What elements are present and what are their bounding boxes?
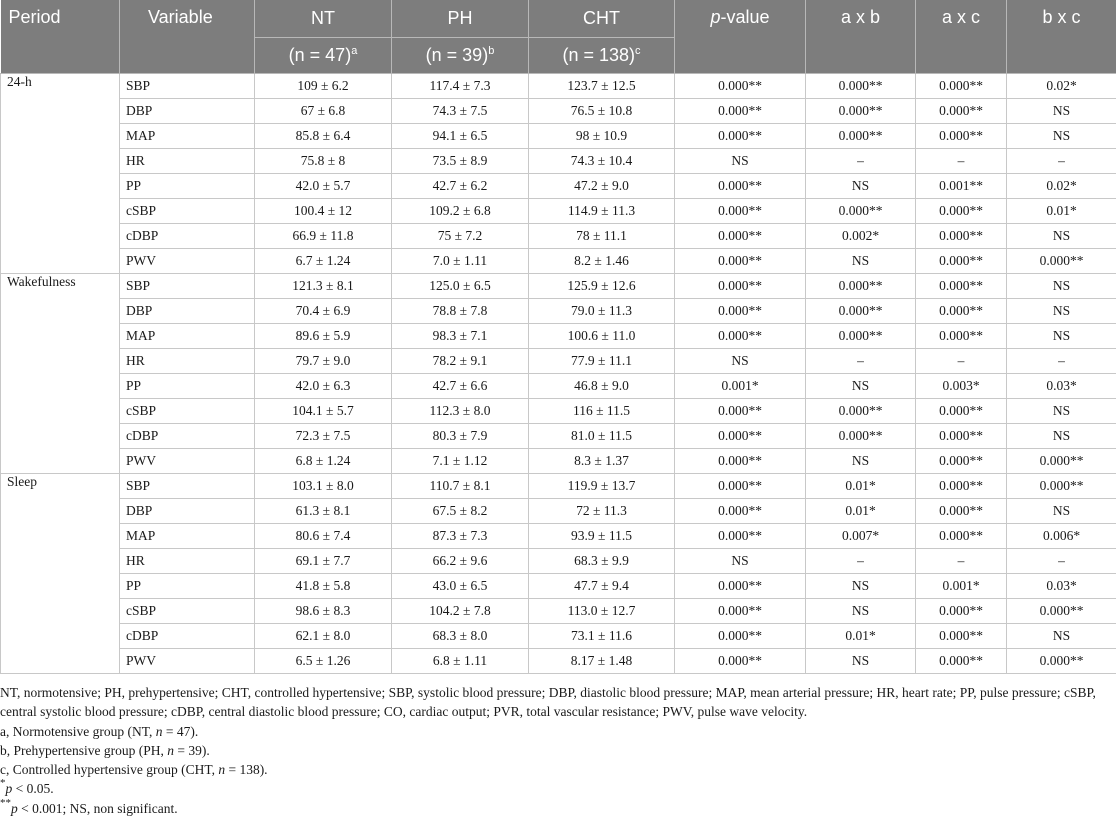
variable-cell: PP (120, 174, 255, 199)
value-cell: 42.0 ± 5.7 (255, 174, 392, 199)
value-cell: 7.1 ± 1.12 (392, 449, 529, 474)
footnote-a (0, 722, 1110, 741)
footnote-a-suffix: = 47). (162, 723, 199, 739)
value-cell: 0.000** (1007, 599, 1116, 624)
value-cell: 123.7 ± 12.5 (529, 74, 675, 99)
variable-cell: SBP (120, 274, 255, 299)
value-cell: 112.3 ± 8.0 (392, 399, 529, 424)
variable-cell: DBP (120, 499, 255, 524)
table-row (1, 299, 1116, 324)
footnote-b-prefix: b, Prehypertensive group (PH, (0, 742, 168, 758)
value-cell: NS (806, 449, 916, 474)
value-cell: 0.000** (916, 199, 1007, 224)
col-header-variable: Variable (120, 0, 255, 74)
footnote-significance-1 (0, 779, 1110, 798)
value-cell: 0.01* (1007, 199, 1116, 224)
value-cell: – (806, 149, 916, 174)
footnote-b (0, 741, 1110, 760)
value-cell: NS (1007, 274, 1116, 299)
value-cell: NS (806, 374, 916, 399)
value-cell: 69.1 ± 7.7 (255, 549, 392, 574)
value-cell: NS (675, 349, 806, 374)
value-cell: 0.000** (916, 424, 1007, 449)
col-header-ph: PH (392, 0, 529, 38)
value-cell: 0.001* (675, 374, 806, 399)
value-cell: 0.000** (916, 299, 1007, 324)
footnote-significance-2 (0, 796, 1110, 818)
variable-cell: PP (120, 574, 255, 599)
footnote-c-n: n (218, 762, 226, 778)
table-row (1, 449, 1116, 474)
value-cell: 117.4 ± 7.3 (392, 74, 529, 99)
value-cell: 0.000** (916, 524, 1007, 549)
value-cell: 0.000** (1007, 474, 1116, 499)
footnote-c-prefix: c, Controlled hypertensive group (CHT, (0, 762, 219, 778)
value-cell: 41.8 ± 5.8 (255, 574, 392, 599)
value-cell: 98.3 ± 7.1 (392, 324, 529, 349)
value-cell: NS (806, 599, 916, 624)
table-row (1, 474, 1116, 499)
value-cell: 0.000** (806, 274, 916, 299)
footnote-a-n: n (155, 723, 163, 739)
value-cell: 0.000** (675, 74, 806, 99)
value-cell: NS (675, 149, 806, 174)
value-cell: 0.000** (916, 399, 1007, 424)
value-cell: 0.000** (675, 474, 806, 499)
value-cell: NS (1007, 424, 1116, 449)
value-cell: 125.9 ± 12.6 (529, 274, 675, 299)
value-cell: 81.0 ± 11.5 (529, 424, 675, 449)
col-subheader-nt (255, 38, 392, 74)
value-cell: 0.000** (675, 449, 806, 474)
value-cell: 0.000** (916, 499, 1007, 524)
value-cell: 109 ± 6.2 (255, 74, 392, 99)
value-cell: 68.3 ± 8.0 (392, 624, 529, 649)
value-cell: 42.7 ± 6.6 (392, 374, 529, 399)
value-cell: 68.3 ± 9.9 (529, 549, 675, 574)
value-cell: 0.000** (675, 174, 806, 199)
table-row (1, 149, 1116, 174)
value-cell: 7.0 ± 1.11 (392, 249, 529, 274)
p-italic: p (710, 7, 721, 27)
period-cell: Sleep (1, 474, 120, 674)
table-body (1, 74, 1116, 674)
value-cell: 78 ± 11.1 (529, 224, 675, 249)
value-cell: 85.8 ± 6.4 (255, 124, 392, 149)
value-cell: NS (1007, 624, 1116, 649)
table-row (1, 524, 1116, 549)
value-cell: 66.9 ± 11.8 (255, 224, 392, 249)
table-row (1, 499, 1116, 524)
value-cell: 42.7 ± 6.2 (392, 174, 529, 199)
col-header-b-x-c: b x c (1007, 0, 1116, 74)
table-row (1, 199, 1116, 224)
value-cell: 0.000** (675, 624, 806, 649)
col-header-period: Period (1, 0, 120, 74)
value-cell: NS (1007, 124, 1116, 149)
value-cell: 79.7 ± 9.0 (255, 349, 392, 374)
footnotes (0, 683, 1110, 818)
footnote-sig1-mark: * (0, 777, 6, 790)
table-row (1, 424, 1116, 449)
value-cell: 103.1 ± 8.0 (255, 474, 392, 499)
col-header-p-value (675, 0, 806, 74)
col-subheader-cht (529, 38, 675, 74)
value-cell: 0.000** (916, 274, 1007, 299)
value-cell: 46.8 ± 9.0 (529, 374, 675, 399)
value-cell: 0.03* (1007, 374, 1116, 399)
value-cell: NS (806, 649, 916, 674)
value-cell: 0.007* (806, 524, 916, 549)
value-cell: 78.2 ± 9.1 (392, 349, 529, 374)
value-cell: 104.1 ± 5.7 (255, 399, 392, 424)
value-cell: 0.000** (675, 124, 806, 149)
value-cell: – (806, 349, 916, 374)
variable-cell: cDBP (120, 624, 255, 649)
variable-cell: SBP (120, 74, 255, 99)
footnote-sig2-p: p (11, 800, 18, 816)
value-cell: 0.000** (675, 274, 806, 299)
value-cell: 80.6 ± 7.4 (255, 524, 392, 549)
variable-cell: PP (120, 374, 255, 399)
variable-cell: MAP (120, 324, 255, 349)
table-row (1, 249, 1116, 274)
value-cell: 6.8 ± 1.11 (392, 649, 529, 674)
value-cell: 67.5 ± 8.2 (392, 499, 529, 524)
value-cell: 0.01* (806, 624, 916, 649)
value-cell: 0.000** (806, 124, 916, 149)
value-cell: 0.000** (916, 449, 1007, 474)
value-cell: NS (1007, 499, 1116, 524)
value-cell: 0.000** (916, 74, 1007, 99)
value-cell: NS (1007, 99, 1116, 124)
value-cell: 0.000** (916, 124, 1007, 149)
variable-cell: HR (120, 149, 255, 174)
value-cell: 0.000** (806, 99, 916, 124)
value-cell: 0.002* (806, 224, 916, 249)
value-cell: 98 ± 10.9 (529, 124, 675, 149)
value-cell: 73.1 ± 11.6 (529, 624, 675, 649)
value-cell: 74.3 ± 10.4 (529, 149, 675, 174)
value-cell: 47.7 ± 9.4 (529, 574, 675, 599)
value-cell: 114.9 ± 11.3 (529, 199, 675, 224)
footnote-sig2-mark: ** (0, 796, 11, 809)
table-row (1, 374, 1116, 399)
value-cell: – (916, 349, 1007, 374)
value-cell: 0.000** (806, 399, 916, 424)
value-cell: 0.000** (675, 299, 806, 324)
value-cell: 0.000** (916, 649, 1007, 674)
value-cell: – (916, 149, 1007, 174)
value-cell: 67 ± 6.8 (255, 99, 392, 124)
value-cell: 0.000** (675, 574, 806, 599)
value-cell: 8.3 ± 1.37 (529, 449, 675, 474)
footnote-c (0, 760, 1110, 779)
footnote-abbreviations: NT, normotensive; PH, prehypertensive; CHT, controlled hypertensive; SBP, systolic blood pressure; DBP, diastolic blood pressure; MAP, mean arterial pressure; HR, heart rate; PP, pulse pressure; cSBP, central systolic blood pressure; cDBP, central diastolic blood pressure; CO, cardiac output; PVR, total vascular resistance; PWV, pulse wave velocity. (0, 685, 1096, 720)
value-cell: 113.0 ± 12.7 (529, 599, 675, 624)
footnote-sig2-text: < 0.001; NS, non significant. (17, 800, 178, 816)
value-cell: 6.8 ± 1.24 (255, 449, 392, 474)
nt-count: (n = 47) (288, 45, 352, 65)
value-cell: 0.02* (1007, 174, 1116, 199)
value-cell: 0.000** (675, 424, 806, 449)
value-cell: 0.01* (806, 474, 916, 499)
value-cell: 0.000** (675, 249, 806, 274)
value-cell: 73.5 ± 8.9 (392, 149, 529, 174)
value-cell: 6.5 ± 1.26 (255, 649, 392, 674)
value-cell: 116 ± 11.5 (529, 399, 675, 424)
footnote-sig1-text: < 0.05. (12, 781, 54, 797)
value-cell: 62.1 ± 8.0 (255, 624, 392, 649)
value-cell: 0.000** (916, 324, 1007, 349)
table-row (1, 624, 1116, 649)
table-row (1, 99, 1116, 124)
value-cell: 0.000** (806, 324, 916, 349)
value-cell: 0.000** (916, 224, 1007, 249)
cht-count: (n = 138) (562, 45, 636, 65)
value-cell: 75 ± 7.2 (392, 224, 529, 249)
value-cell: 0.02* (1007, 74, 1116, 99)
variable-cell: MAP (120, 124, 255, 149)
value-cell: 77.9 ± 11.1 (529, 349, 675, 374)
value-cell: 100.4 ± 12 (255, 199, 392, 224)
value-cell: 125.0 ± 6.5 (392, 274, 529, 299)
value-cell: NS (1007, 299, 1116, 324)
value-cell: 104.2 ± 7.8 (392, 599, 529, 624)
variable-cell: SBP (120, 474, 255, 499)
variable-cell: DBP (120, 99, 255, 124)
value-cell: 0.006* (1007, 524, 1116, 549)
nt-superscript: a (351, 45, 358, 57)
p-value-suffix: -value (720, 7, 770, 27)
value-cell: 0.000** (675, 499, 806, 524)
value-cell: 70.4 ± 6.9 (255, 299, 392, 324)
col-subheader-ph (392, 38, 529, 74)
value-cell: 0.000** (806, 299, 916, 324)
value-cell: NS (806, 174, 916, 199)
value-cell: 0.03* (1007, 574, 1116, 599)
col-header-a-x-c: a x c (916, 0, 1007, 74)
value-cell: 0.000** (916, 624, 1007, 649)
value-cell: 0.000** (1007, 249, 1116, 274)
period-cell: 24-h (1, 74, 120, 274)
table-row (1, 74, 1116, 99)
value-cell: 8.17 ± 1.48 (529, 649, 675, 674)
value-cell: – (1007, 549, 1116, 574)
variable-cell: MAP (120, 524, 255, 549)
value-cell: 110.7 ± 8.1 (392, 474, 529, 499)
header-row (1, 0, 1116, 38)
variable-cell: PWV (120, 649, 255, 674)
value-cell: NS (1007, 399, 1116, 424)
value-cell: NS (806, 574, 916, 599)
period-cell: Wakefulness (1, 274, 120, 474)
table-row (1, 349, 1116, 374)
value-cell: 100.6 ± 11.0 (529, 324, 675, 349)
value-cell: 119.9 ± 13.7 (529, 474, 675, 499)
variable-cell: cSBP (120, 199, 255, 224)
value-cell: 0.000** (675, 649, 806, 674)
value-cell: 121.3 ± 8.1 (255, 274, 392, 299)
value-cell: 0.000** (916, 599, 1007, 624)
value-cell: 0.000** (675, 224, 806, 249)
value-cell: 74.3 ± 7.5 (392, 99, 529, 124)
value-cell: 0.000** (806, 424, 916, 449)
variable-cell: cDBP (120, 224, 255, 249)
table-row (1, 174, 1116, 199)
value-cell: 42.0 ± 6.3 (255, 374, 392, 399)
value-cell: 0.003* (916, 374, 1007, 399)
value-cell: – (1007, 349, 1116, 374)
value-cell: 8.2 ± 1.46 (529, 249, 675, 274)
cht-superscript: c (635, 45, 641, 57)
value-cell: 76.5 ± 10.8 (529, 99, 675, 124)
table-row (1, 274, 1116, 299)
value-cell: 43.0 ± 6.5 (392, 574, 529, 599)
value-cell: 87.3 ± 7.3 (392, 524, 529, 549)
value-cell: 89.6 ± 5.9 (255, 324, 392, 349)
variable-cell: HR (120, 549, 255, 574)
value-cell: NS (1007, 224, 1116, 249)
footnote-b-n: n (167, 742, 174, 758)
value-cell: 80.3 ± 7.9 (392, 424, 529, 449)
footnote-b-suffix: = 39). (173, 742, 210, 758)
table-row (1, 649, 1116, 674)
value-cell: 98.6 ± 8.3 (255, 599, 392, 624)
value-cell: 61.3 ± 8.1 (255, 499, 392, 524)
value-cell: 0.000** (806, 199, 916, 224)
table-row (1, 399, 1116, 424)
table-row (1, 124, 1116, 149)
variable-cell: PWV (120, 449, 255, 474)
value-cell: 0.000** (675, 524, 806, 549)
value-cell: – (916, 549, 1007, 574)
table-row (1, 549, 1116, 574)
value-cell: 0.000** (675, 599, 806, 624)
value-cell: 0.001** (916, 174, 1007, 199)
table-row (1, 224, 1116, 249)
ph-superscript: b (488, 45, 495, 57)
value-cell: 0.01* (806, 499, 916, 524)
value-cell: 6.7 ± 1.24 (255, 249, 392, 274)
value-cell: 0.000** (675, 324, 806, 349)
value-cell: 0.000** (675, 99, 806, 124)
footnote-a-prefix: a, Normotensive group (NT, (0, 723, 156, 739)
value-cell: 0.000** (675, 399, 806, 424)
value-cell: 109.2 ± 6.8 (392, 199, 529, 224)
col-header-nt: NT (255, 0, 392, 38)
value-cell: 79.0 ± 11.3 (529, 299, 675, 324)
table-row (1, 574, 1116, 599)
value-cell: 0.000** (675, 199, 806, 224)
value-cell: 94.1 ± 6.5 (392, 124, 529, 149)
value-cell: – (806, 549, 916, 574)
value-cell: 72.3 ± 7.5 (255, 424, 392, 449)
value-cell: – (1007, 149, 1116, 174)
footnote-sig1-p: p (5, 781, 13, 797)
footnote-c-suffix: = 138). (225, 762, 268, 778)
variable-cell: DBP (120, 299, 255, 324)
variable-cell: cSBP (120, 599, 255, 624)
value-cell: 66.2 ± 9.6 (392, 549, 529, 574)
value-cell: 72 ± 11.3 (529, 499, 675, 524)
value-cell: 47.2 ± 9.0 (529, 174, 675, 199)
value-cell: NS (675, 549, 806, 574)
table-row (1, 599, 1116, 624)
variable-cell: PWV (120, 249, 255, 274)
variable-cell: cSBP (120, 399, 255, 424)
value-cell: 93.9 ± 11.5 (529, 524, 675, 549)
value-cell: 0.001* (916, 574, 1007, 599)
value-cell: 0.000** (806, 74, 916, 99)
value-cell: NS (806, 249, 916, 274)
value-cell: 0.000** (916, 249, 1007, 274)
value-cell: 75.8 ± 8 (255, 149, 392, 174)
variable-cell: cDBP (120, 424, 255, 449)
ph-count: (n = 39) (425, 45, 489, 65)
col-header-cht: CHT (529, 0, 675, 38)
value-cell: 0.000** (916, 99, 1007, 124)
value-cell: 78.8 ± 7.8 (392, 299, 529, 324)
value-cell: 0.000** (1007, 649, 1116, 674)
value-cell: 0.000** (1007, 449, 1116, 474)
value-cell: NS (1007, 324, 1116, 349)
table-row (1, 324, 1116, 349)
col-header-a-x-b: a x b (806, 0, 916, 74)
variable-cell: HR (120, 349, 255, 374)
value-cell: 0.000** (916, 474, 1007, 499)
